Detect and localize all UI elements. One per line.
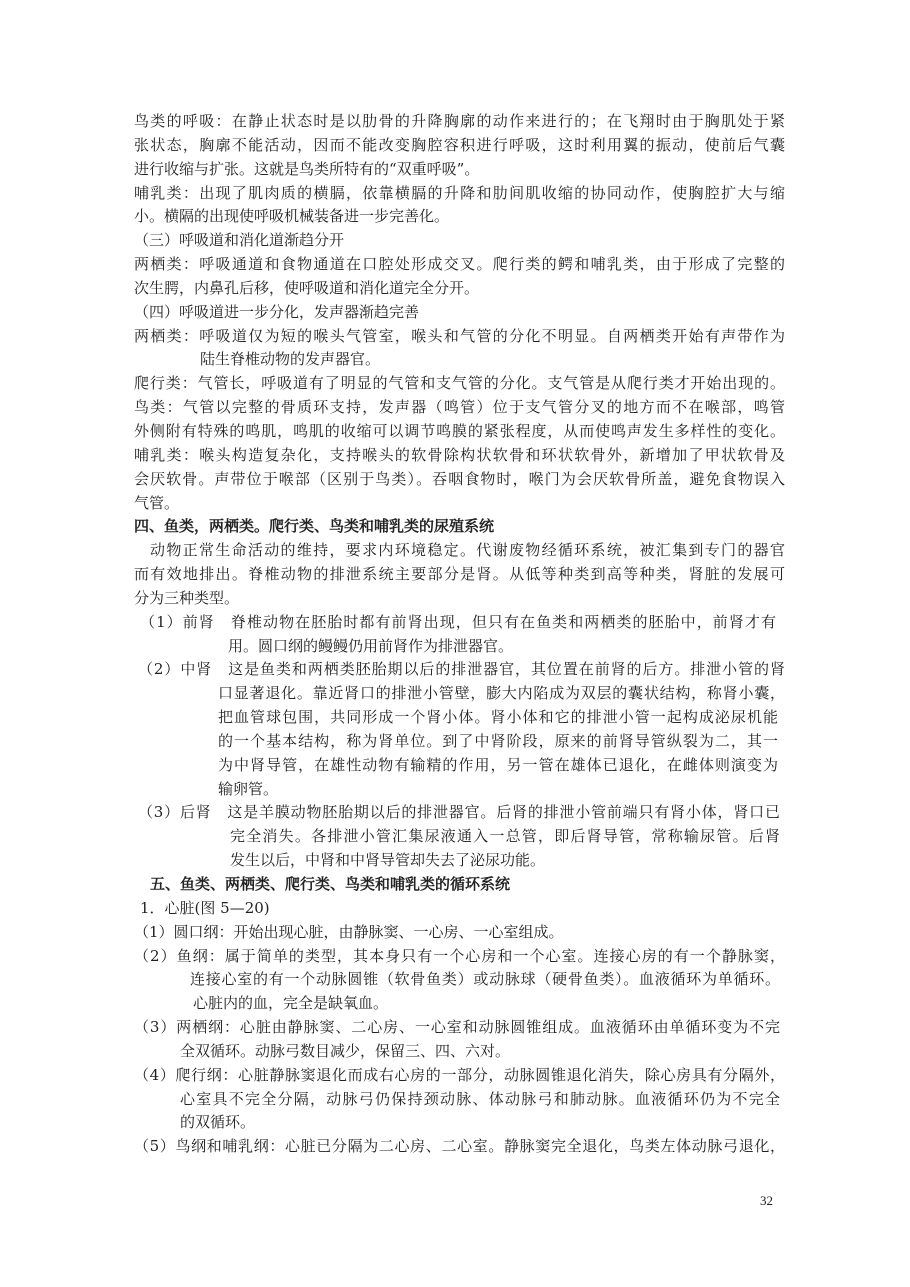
text-line: 把血管球包围，共同形成一个肾小体。肾小体和它的排泄小管一起构成泌尿机能 — [218, 708, 778, 727]
text-line: 动物正常生命活动的维持，要求内环境稳定。代谢废物经循环系统，被汇集到专门的器官 — [150, 541, 785, 560]
text-line: 的双循环。 — [180, 1113, 256, 1132]
list-item: （4）爬行纲：心脏静脉窦退化而成右心房的一部分，动脉圆锥退化消失，除心房具有分隔外， — [134, 1065, 785, 1084]
text-line: 鸟类的呼吸：在静止状态时是以肋骨的升降胸廓的动作来进行的；在飞翔时由于胸肌处于紧 — [134, 112, 785, 130]
subsection-heading: （三）呼吸道和消化道渐趋分开 — [134, 231, 345, 250]
text-line: 进行收缩与扩张。这就是鸟类所特有的“双重呼吸”。 — [134, 159, 480, 178]
list-item: （3）后肾 这是羊膜动物胚胎期以后的排泄器官。后肾的排泄小管前端只有肾小体，肾口已 — [138, 803, 780, 822]
text-line: 气管。 — [134, 493, 180, 512]
text-line: 口显著退化。靠近肾口的排泄小管壁，膨大内陷成为双层的囊状结构，称肾小囊， — [218, 684, 785, 703]
document-body — [0, 110, 910, 1159]
text-line: 次生腭，内鼻孔后移，使呼吸道和消化道完全分开。 — [134, 278, 480, 297]
list-item: （1）前肾 脊椎动物在胚胎时都有前肾出现，但只有在鱼类和两栖类的胚胎中，前肾才有 — [140, 612, 776, 631]
text-line: 爬行类：气管长，呼吸道有了明显的气管和支气管的分化。支气管是从爬行类才开始出现的。 — [134, 374, 785, 393]
text-line: 外侧附有特殊的鸣肌，鸣肌的收缩可以调节鸣膜的紧张程度，从而使鸣声发生多样性的变化。 — [134, 421, 785, 440]
text-line: 会厌软骨。声带位于喉部（区别于鸟类）。吞咽食物时，喉门为会厌软骨所盖，避免食物误入 — [134, 469, 785, 488]
text-line: 两栖类：呼吸通道和食物通道在口腔处形成交叉。爬行类的鳄和哺乳类，由于形成了完整的 — [134, 255, 785, 274]
text-line: 全双循环。动脉弓数目减少，保留三、四、六对。 — [180, 1041, 511, 1060]
page-number: 32 — [760, 1193, 773, 1208]
text-line: 的一个基本结构，称为肾单位。到了中肾阶段，原来的前肾导管纵裂为二，其一 — [218, 731, 778, 750]
subsection-heading: （四）呼吸道进一步分化，发声器渐趋完善 — [134, 302, 420, 321]
section-heading: 五、鱼类、两栖类、爬行类、鸟类和哺乳类的循环系统 — [150, 875, 511, 893]
list-item: （1）圆口纲：开始出现心脏，由静脉窦、一心房、一心室组成。 — [134, 922, 564, 941]
text-line: 哺乳类：出现了肌肉质的横膈，依靠横膈的升降和肋间肌收缩的协同动作，使胸腔扩大与缩 — [134, 183, 785, 202]
text-line: 为中肾导管，在雄性动物有输精的作用，另一管在雄体已退化，在雌体则演变为 — [218, 755, 778, 774]
text-line: 完全消失。各排泄小管汇集尿液通入一总管，即后肾导管，常称输尿管。后肾 — [230, 827, 780, 846]
text-line: 哺乳类：喉头构造复杂化，支持喉头的软骨除构状软骨和环状软骨外，新增加了甲状软骨及 — [134, 445, 785, 464]
list-item: （2）鱼纲：属于简单的类型，其本身只有一个心房和一个心室。连接心房的有一个静脉窦， — [134, 946, 785, 965]
text-line: 心脏内的血，完全是缺氧血。 — [193, 994, 389, 1013]
text-line: 张状态，胸廓不能活动，因而不能改变胸腔容积进行呼吸，这时利用翼的振动，使前后气囊 — [134, 135, 785, 154]
text-line: 用。圆口纲的鳗鳗仍用前肾作为排泄器官。 — [228, 636, 514, 655]
text-line: 鸟类：气管以完整的骨质环支持，发声器（鸣管）位于支气管分叉的地方而不在喉部，鸣管 — [134, 398, 785, 417]
list-item: （5）鸟纲和哺乳纲：心脏已分隔为二心房、二心室。静脉窦完全退化，鸟类左体动脉弓退化， — [134, 1137, 785, 1156]
section-heading: 四、鱼类，两栖类。爬行类、鸟类和哺乳类的尿殖系统 — [134, 517, 495, 536]
text-line: 陆生脊椎动物的发声器官。 — [200, 350, 381, 369]
text-line: 发生以后，中肾和中肾导管却失去了泌尿功能。 — [230, 851, 546, 870]
text-line: 小。横隔的出现使呼吸机械装备进一步完善化。 — [134, 207, 450, 226]
text-line: 心室具不完全分隔，动脉弓仍保持颈动脉、体动脉弓和肺动脉。血液循环仍为不完全 — [180, 1089, 780, 1108]
subsection-heading: 1．心脏(图 5—20) — [140, 898, 270, 917]
text-line: 两栖类：呼吸道仅为短的喉头气管室，喉头和气管的分化不明显。自两栖类开始有声带作为 — [134, 326, 785, 345]
list-item: （3）两栖纲：心脏由静脉窦、二心房、一心室和动脉圆锥组成。血液循环由单循环变为不完 — [134, 1018, 780, 1037]
text-line: 而有效地排出。脊椎动物的排泄系统主要部分是肾。从低等种类到高等种类，肾脏的发展可 — [134, 565, 785, 584]
list-item: （2）中肾 这是鱼类和两栖类胚胎期以后的排泄器官，其位置在前肾的后方。排泄小管的肾 — [138, 660, 785, 679]
text-line: 连接心室的有一个动脉圆锥（软骨鱼类）或动脉球（硬骨鱼类）。血液循环为单循环。 — [190, 970, 780, 989]
text-line: 输卵管。 — [218, 779, 279, 798]
text-line: 分为三种类型。 — [134, 588, 240, 607]
